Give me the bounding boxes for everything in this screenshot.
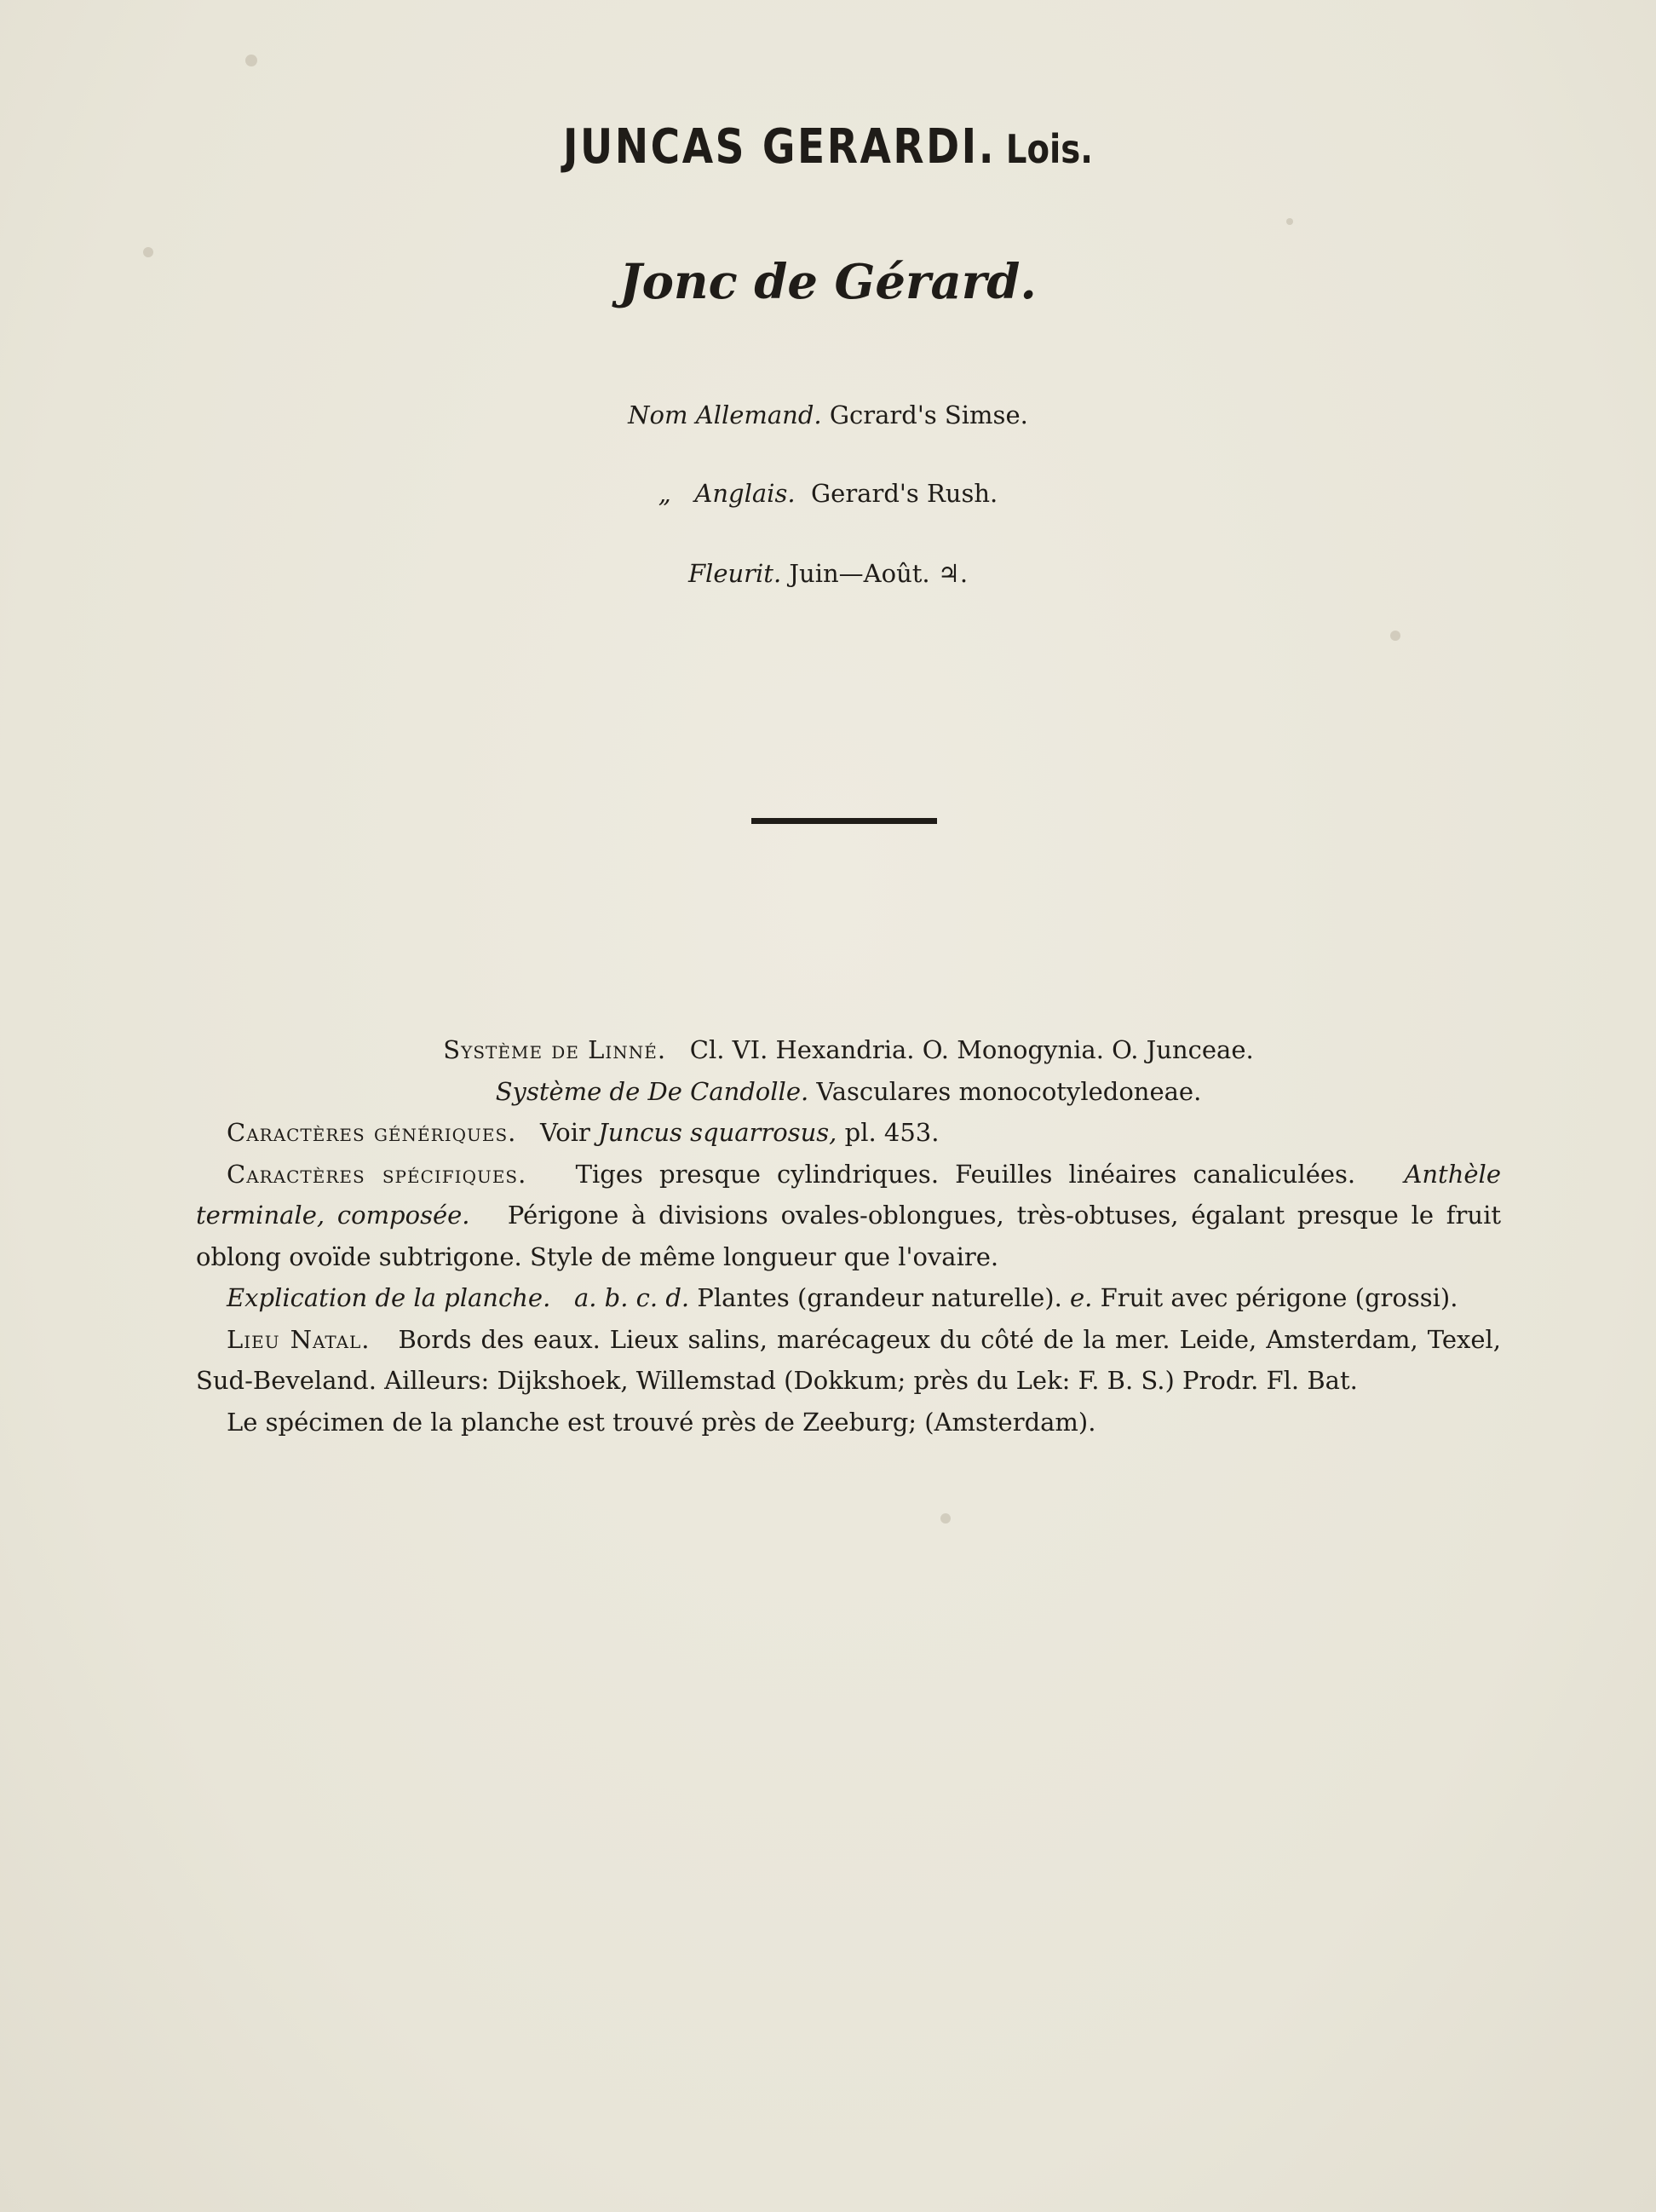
linne-label: Système de Linné. xyxy=(443,1035,667,1064)
specific-label: Caractères spécifiques. xyxy=(227,1159,527,1189)
generic-characters xyxy=(196,1112,1501,1154)
paper-speck xyxy=(1390,631,1400,641)
german-label: Nom Allemand. xyxy=(628,400,822,429)
german-value: Gcrard's Simse. xyxy=(829,400,1028,429)
german-name-line xyxy=(0,400,1656,429)
habitat-text: Bords des eaux. Lieux salins, marécageux du côté de la mer. Leide, Amsterdam, Texel, Sud-Beveland. Ailleurs: Dijkshoek, Willemstad (Dokkum; près du Lek: F. B. S.) Prodr. Fl. Bat. xyxy=(196,1324,1502,1395)
generic-post: pl. 453. xyxy=(844,1118,940,1147)
ditto-mark: „ xyxy=(658,479,671,508)
explanation-letter-e: e. xyxy=(1070,1283,1093,1312)
generic-species: Juncus squarrosus, xyxy=(598,1118,837,1147)
english-label: Anglais. xyxy=(694,479,796,508)
specific-italic: Anthèle terminale, composée. xyxy=(196,1159,1501,1230)
english-value: Gerard's Rush. xyxy=(810,479,998,508)
candolle-label: Système de De Candolle. xyxy=(495,1076,809,1106)
explanation-text-2: Fruit avec périgone (grossi). xyxy=(1100,1283,1458,1312)
habitat-label: Lieu Natal. xyxy=(227,1324,371,1354)
explanation-text-1: Plantes (grandeur naturelle). xyxy=(697,1283,1062,1312)
flowering-line xyxy=(0,559,1656,588)
specimen-note xyxy=(196,1402,1501,1443)
linne-value: Cl. VI. Hexandria. O. Monogynia. O. Junceae. xyxy=(689,1035,1254,1064)
paper-speck xyxy=(1286,218,1293,225)
title-name: JUNCAS GERARDI. xyxy=(563,119,997,175)
description-block xyxy=(196,1029,1501,1443)
paper-speck xyxy=(245,55,257,66)
explanation-label: Explication de la planche. xyxy=(227,1283,551,1312)
common-name: Jonc de Gérard. xyxy=(619,254,1037,310)
linne-system-line xyxy=(196,1029,1501,1071)
specific-characters xyxy=(196,1154,1501,1278)
title-author: Lois. xyxy=(1005,126,1093,172)
specific-text-1: Tiges presque cylindriques. Feuilles linéaires canaliculées. xyxy=(575,1159,1356,1189)
habitat xyxy=(196,1319,1501,1402)
specific-text-2: Périgone à divisions ovales-oblongues, très-obtuses, égalant presque le fruit oblong ovoïde subtrigone. Style de même longueur que l'ovaire. xyxy=(196,1201,1501,1271)
candolle-value: Vasculares monocotyledoneae. xyxy=(816,1076,1202,1106)
generic-pre: Voir xyxy=(540,1118,590,1147)
specimen-text: Le spécimen de la planche est trouvé près de Zeeburg; (Amsterdam). xyxy=(227,1407,1096,1437)
generic-label: Caractères génériques. xyxy=(227,1118,517,1147)
plate-explanation xyxy=(196,1277,1501,1319)
candolle-system-line xyxy=(196,1071,1501,1113)
flowering-label: Fleurit. xyxy=(687,559,782,588)
explanation-letters: a. b. c. d. xyxy=(573,1283,690,1312)
page-title xyxy=(133,119,1524,175)
paper-speck xyxy=(940,1513,951,1524)
flowering-value: Juin—Août. ♃. xyxy=(789,559,969,588)
english-name-line xyxy=(0,479,1656,508)
separator-rule xyxy=(751,818,937,824)
